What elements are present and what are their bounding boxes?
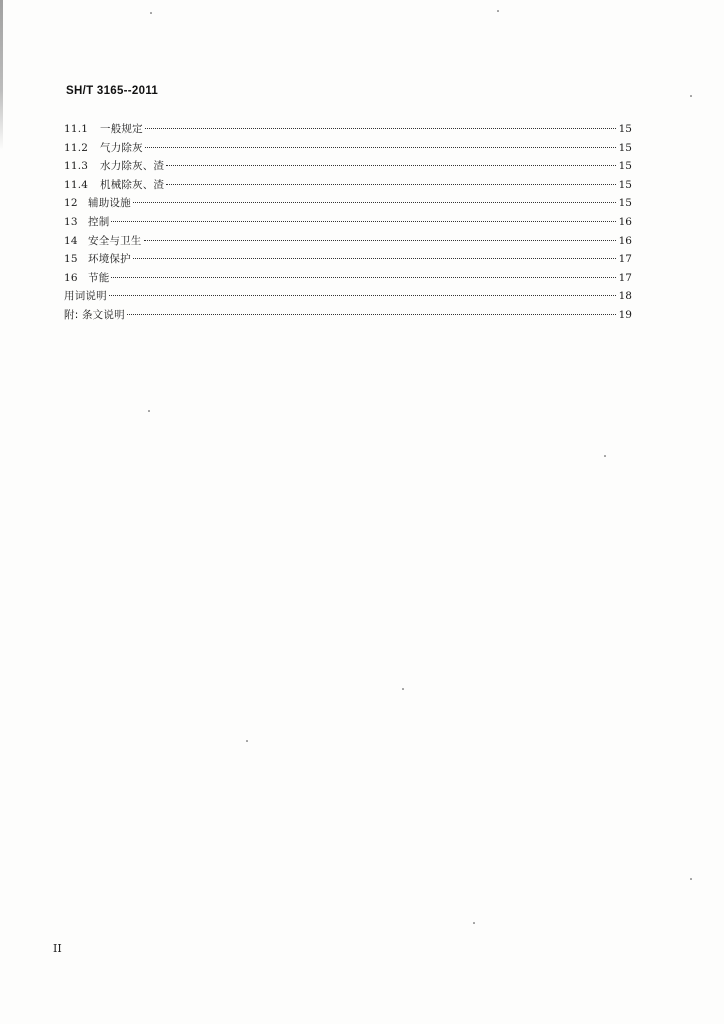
- toc-entry-15[interactable]: [64, 250, 632, 269]
- toc-entry-number: 14: [64, 234, 78, 247]
- toc-entry-page: 19: [618, 308, 632, 321]
- scan-speck: [246, 740, 248, 742]
- toc-entry-11-3[interactable]: [64, 157, 632, 176]
- toc-entry-word-usage[interactable]: [64, 287, 632, 306]
- toc-entry-13[interactable]: [64, 213, 632, 232]
- toc-entry-12[interactable]: [64, 194, 632, 213]
- toc-dot-leader: [127, 314, 616, 315]
- toc-entry-page: 15: [618, 160, 632, 173]
- toc-entry-14[interactable]: [64, 232, 632, 251]
- scan-speck: [690, 878, 692, 880]
- scan-speck: [604, 455, 606, 457]
- toc-dot-leader: [133, 202, 616, 203]
- page-number-footer: II: [53, 942, 62, 955]
- scan-speck: [473, 922, 475, 924]
- toc-entry-page: 15: [618, 197, 632, 210]
- toc-entry-11-4[interactable]: [64, 176, 632, 195]
- toc-entry-11-1[interactable]: [64, 120, 632, 139]
- toc-dot-leader: [109, 295, 616, 296]
- toc-entry-title: 用词说明: [64, 290, 107, 303]
- toc-entry-title: 环境保护: [88, 253, 131, 266]
- toc-entry-number: 11.3: [64, 160, 89, 173]
- toc-entry-appendix[interactable]: [64, 306, 632, 325]
- scan-speck: [690, 95, 692, 97]
- toc-entry-title: 机械除灰、渣: [100, 178, 165, 191]
- toc-entry-number: 15: [64, 253, 78, 266]
- toc-dot-leader: [145, 128, 616, 129]
- toc-entry-number: 11.2: [64, 141, 89, 154]
- toc-dot-leader: [166, 184, 616, 185]
- toc-entry-16[interactable]: [64, 269, 632, 288]
- toc-entry-title: 一般规定: [100, 123, 143, 135]
- scan-speck: [497, 10, 499, 12]
- toc-entry-page: 15: [618, 123, 632, 135]
- toc-entry-title: 辅助设施: [88, 197, 131, 210]
- toc-entry-title: 气力除灰: [100, 141, 143, 154]
- toc-entry-number: 11.1: [64, 123, 89, 135]
- table-of-contents: [64, 120, 632, 325]
- toc-entry-title: 水力除灰、渣: [100, 160, 165, 173]
- toc-entry-number: 13: [64, 215, 78, 228]
- toc-entry-page: 15: [618, 178, 632, 191]
- scan-edge-shadow: [0, 0, 3, 150]
- toc-entry-page: 17: [618, 271, 632, 284]
- toc-entry-page: 15: [618, 141, 632, 154]
- toc-entry-number: 11.4: [64, 178, 89, 191]
- standard-code-header: SH/T 3165--2011: [66, 85, 159, 97]
- toc-entry-page: 16: [618, 234, 632, 247]
- toc-entry-title: 控制: [88, 215, 110, 228]
- toc-entry-11-2[interactable]: [64, 139, 632, 158]
- scan-speck: [402, 688, 404, 690]
- toc-dot-leader: [144, 240, 617, 241]
- toc-entry-title: 安全与卫生: [88, 234, 142, 247]
- toc-entry-page: 17: [618, 253, 632, 266]
- scan-speck: [148, 410, 150, 412]
- toc-entry-title: 附: 条文说明: [64, 308, 125, 321]
- toc-entry-page: 16: [618, 215, 632, 228]
- toc-entry-number: 12: [64, 197, 78, 210]
- toc-dot-leader: [133, 258, 616, 259]
- toc-dot-leader: [145, 147, 616, 148]
- toc-entry-title: 节能: [88, 271, 110, 284]
- toc-entry-number: 16: [64, 271, 78, 284]
- toc-dot-leader: [111, 277, 616, 278]
- scan-speck: [150, 12, 152, 14]
- toc-entry-page: 18: [618, 290, 632, 303]
- toc-dot-leader: [111, 221, 616, 222]
- toc-dot-leader: [166, 165, 616, 166]
